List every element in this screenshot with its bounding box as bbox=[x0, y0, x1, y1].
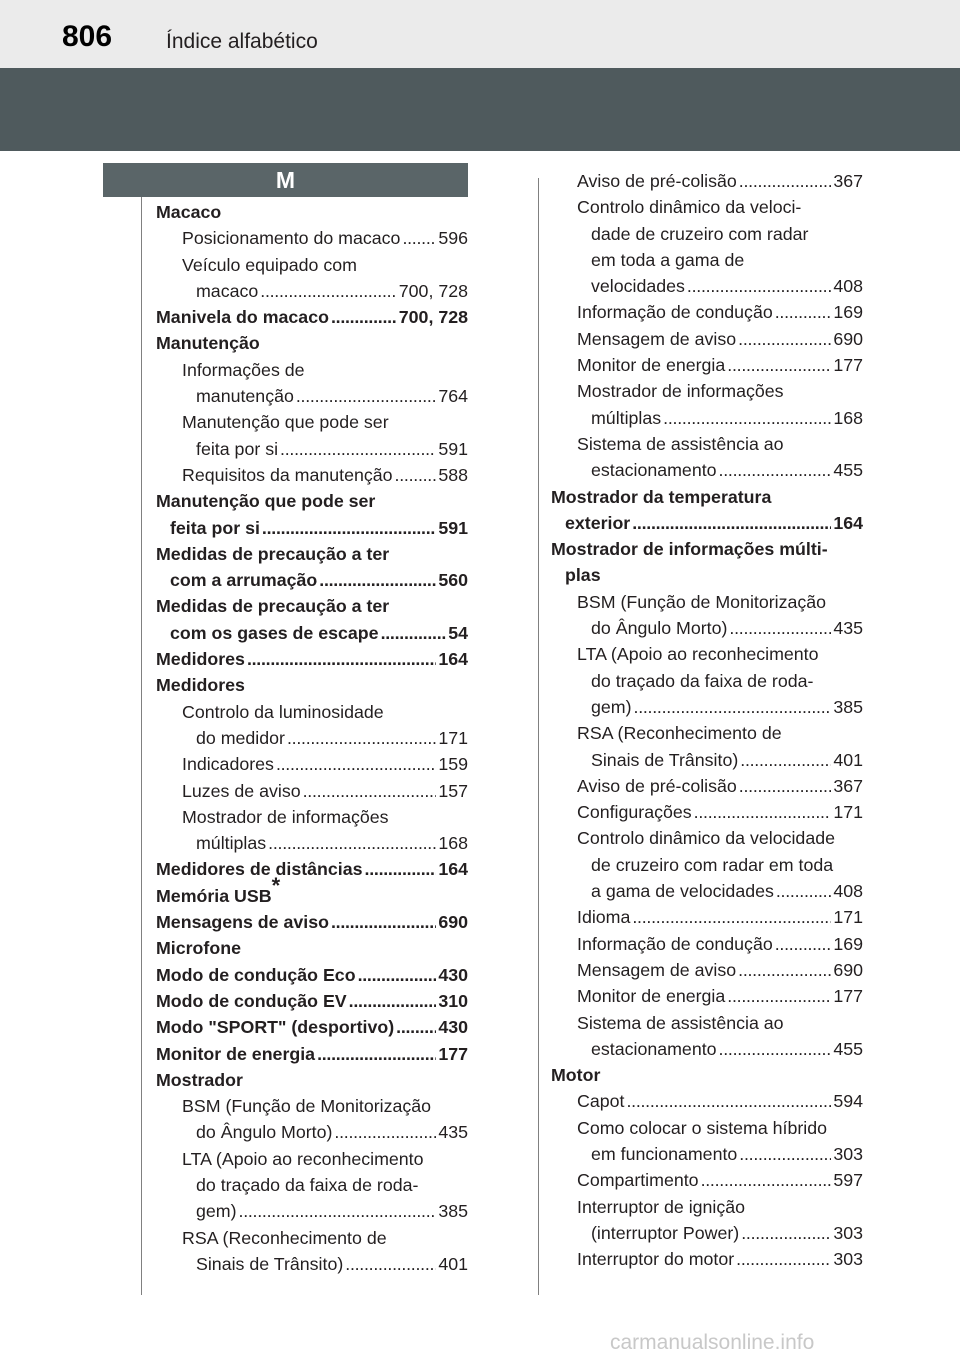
index-entry-term: do traçado da faixa de roda- bbox=[196, 1174, 419, 1195]
index-entry bbox=[156, 699, 468, 725]
dot-leader bbox=[739, 168, 832, 194]
index-entry-term: Interruptor de ignição bbox=[577, 1196, 746, 1217]
index-entry-term: do medidor bbox=[196, 727, 285, 748]
dot-leader bbox=[358, 962, 437, 988]
index-entry-page: 177 bbox=[833, 355, 863, 376]
index-entry bbox=[551, 431, 863, 457]
index-entry-term: RSA (Reconhecimento de bbox=[182, 1227, 387, 1248]
index-entry-term: Medidores bbox=[156, 675, 245, 696]
index-entry-page: 367 bbox=[833, 171, 863, 191]
index-entry bbox=[551, 194, 863, 220]
index-entry-term: múltiplas bbox=[591, 407, 662, 428]
index-entry bbox=[156, 778, 468, 804]
index-entry-page: 171 bbox=[833, 907, 863, 928]
index-entry bbox=[156, 436, 468, 462]
index-entry bbox=[551, 221, 863, 247]
index-entry-page: 401 bbox=[438, 1253, 468, 1274]
index-entry bbox=[551, 878, 863, 904]
index-entry-term: estacionamento bbox=[591, 1038, 717, 1059]
index-entry-page: 303 bbox=[833, 1249, 863, 1270]
footnote-asterisk: * bbox=[271, 872, 281, 898]
index-entry bbox=[551, 1194, 863, 1220]
dot-leader bbox=[727, 352, 831, 378]
dot-leader bbox=[381, 620, 447, 646]
dot-leader bbox=[396, 1014, 436, 1040]
index-entry-page: 168 bbox=[438, 833, 468, 854]
index-entry bbox=[156, 872, 468, 909]
index-entry-page: 303 bbox=[833, 1222, 863, 1243]
index-entry-term: LTA (Apoio ao reconhecimento bbox=[577, 644, 819, 665]
dot-leader bbox=[303, 778, 437, 804]
index-entry bbox=[156, 1146, 468, 1172]
index-entry-term: Mensagem de aviso bbox=[577, 959, 737, 980]
index-entry-page: 591 bbox=[438, 517, 468, 538]
index-entry bbox=[551, 589, 863, 615]
index-entry-term: Posicionamento do macaco bbox=[182, 228, 401, 249]
index-entry-term: Monitor de energia bbox=[577, 986, 726, 1007]
index-entry-term: Mostrador bbox=[156, 1069, 243, 1090]
index-entry-page: 164 bbox=[833, 512, 863, 533]
index-entry-term: feita por si bbox=[196, 438, 279, 459]
index-entry-page: 430 bbox=[438, 1017, 468, 1038]
index-entry-page: 171 bbox=[833, 802, 863, 823]
index-entry-term: Medidores de distâncias bbox=[156, 859, 363, 880]
index-entry bbox=[551, 720, 863, 746]
index-entry-term: feita por si bbox=[170, 517, 260, 538]
index-entry bbox=[551, 1036, 863, 1062]
index-entry-term: Informação de condução bbox=[577, 933, 773, 954]
index-entry bbox=[551, 694, 863, 720]
index-entry-term: a gama de velocidades bbox=[591, 881, 774, 902]
index-entry-page: 455 bbox=[833, 1038, 863, 1059]
index-entry bbox=[551, 352, 863, 378]
index-entry-page: 700, 728 bbox=[398, 307, 468, 328]
index-entry bbox=[156, 1198, 468, 1224]
index-entry bbox=[551, 904, 863, 930]
index-entry-term: Medidas de precaução a ter bbox=[156, 596, 390, 617]
index-entry bbox=[156, 1093, 468, 1119]
dot-leader bbox=[247, 646, 436, 672]
index-entry bbox=[156, 199, 468, 225]
index-entry-term: Monitor de energia bbox=[577, 355, 726, 376]
index-entry bbox=[551, 168, 863, 194]
dot-leader bbox=[276, 751, 436, 777]
index-entry bbox=[551, 1220, 863, 1246]
index-entry bbox=[156, 488, 468, 514]
index-entry-page: 54 bbox=[448, 622, 468, 643]
index-entry-term: gem) bbox=[591, 696, 632, 717]
index-entry-term: Mostrador da temperatura bbox=[551, 486, 772, 507]
dot-leader bbox=[402, 225, 436, 251]
dot-leader bbox=[365, 856, 437, 882]
dot-leader bbox=[349, 988, 437, 1014]
index-entry bbox=[551, 852, 863, 878]
index-entry-term: Controlo dinâmico da velocidade bbox=[577, 828, 835, 849]
index-entry-page: 764 bbox=[438, 386, 468, 407]
dot-leader bbox=[317, 1041, 436, 1067]
index-entry-term: Motor bbox=[551, 1065, 601, 1086]
index-entry bbox=[551, 668, 863, 694]
index-entry bbox=[551, 825, 863, 851]
index-entry-term: Informação de condução bbox=[577, 302, 773, 323]
index-entry bbox=[551, 799, 863, 825]
index-entry-page: 401 bbox=[833, 749, 863, 770]
index-entry bbox=[156, 541, 468, 567]
index-entry bbox=[551, 457, 863, 483]
index-entry-page: 168 bbox=[833, 407, 863, 428]
index-entry bbox=[156, 567, 468, 593]
index-entry-page: 157 bbox=[438, 780, 468, 801]
index-entry-term: manutenção bbox=[196, 386, 294, 407]
index-entry bbox=[156, 856, 468, 882]
index-entry bbox=[551, 378, 863, 404]
index-entry bbox=[156, 409, 468, 435]
index-entry-term: com os gases de escape bbox=[170, 622, 379, 643]
index-entry-page: 169 bbox=[833, 933, 863, 954]
dot-leader bbox=[694, 799, 832, 825]
index-entry-page: 430 bbox=[438, 964, 468, 985]
index-entry-page: 385 bbox=[833, 696, 863, 717]
index-entry-term: Microfone bbox=[156, 938, 241, 959]
index-entry-page: 700, 728 bbox=[398, 280, 468, 301]
index-entry bbox=[156, 357, 468, 383]
index-entry-term: Memória USB bbox=[156, 885, 272, 906]
index-entry-page: 435 bbox=[438, 1122, 468, 1143]
index-entry-term: Aviso de pré-colisão bbox=[577, 775, 737, 796]
index-entry-term: de cruzeiro com radar em toda bbox=[591, 854, 834, 875]
index-entry-term: múltiplas bbox=[196, 833, 267, 854]
index-entry bbox=[156, 1172, 468, 1198]
index-entry bbox=[156, 383, 468, 409]
index-entry-term: plas bbox=[565, 565, 601, 586]
index-entry-term: Idioma bbox=[577, 907, 631, 928]
index-entry bbox=[156, 330, 468, 356]
index-entry-page: 177 bbox=[833, 986, 863, 1007]
index-entry-page: 408 bbox=[833, 881, 863, 902]
index-entry bbox=[156, 725, 468, 751]
index-entry-page: 177 bbox=[438, 1043, 468, 1064]
dot-leader bbox=[738, 957, 831, 983]
index-entry-page: 591 bbox=[438, 438, 468, 459]
index-entry-term: Sistema de assistência ao bbox=[577, 1012, 784, 1033]
index-entry bbox=[551, 1010, 863, 1036]
index-entry bbox=[551, 773, 863, 799]
index-entry-page: 169 bbox=[833, 302, 863, 323]
index-entry-term: Como colocar o sistema híbrido bbox=[577, 1117, 828, 1138]
dot-leader bbox=[740, 747, 831, 773]
index-entry-term: LTA (Apoio ao reconhecimento bbox=[182, 1148, 424, 1169]
index-entry bbox=[551, 1115, 863, 1141]
index-entry bbox=[551, 247, 863, 273]
dot-leader bbox=[729, 615, 831, 641]
dot-leader bbox=[331, 909, 436, 935]
dot-leader bbox=[736, 1246, 831, 1272]
watermark: carmanualsonline.info bbox=[610, 1331, 815, 1354]
index-entry-term: Controlo da luminosidade bbox=[182, 701, 384, 722]
index-entry-page: 310 bbox=[438, 990, 468, 1011]
index-entry-page: 455 bbox=[833, 460, 863, 481]
index-entry-page: 408 bbox=[833, 276, 863, 297]
index-entry-term: Compartimento bbox=[577, 1170, 699, 1191]
index-entry-term: gem) bbox=[196, 1201, 237, 1222]
dot-leader bbox=[280, 436, 436, 462]
index-entry bbox=[156, 646, 468, 672]
index-entry-term: Interruptor do motor bbox=[577, 1249, 735, 1270]
index-entry-term: Manivela do macaco bbox=[156, 307, 329, 328]
header-band bbox=[0, 68, 960, 151]
index-entry-term: com a arrumação bbox=[170, 570, 318, 591]
index-entry-term: exterior bbox=[565, 512, 631, 533]
index-entry-page: 159 bbox=[438, 754, 468, 775]
index-entry-term: Luzes de aviso bbox=[182, 780, 301, 801]
right-column-rule bbox=[538, 178, 539, 1295]
index-entry bbox=[551, 484, 863, 510]
dot-leader bbox=[296, 383, 436, 409]
index-entry bbox=[551, 562, 863, 588]
index-entry bbox=[551, 983, 863, 1009]
index-entry bbox=[156, 225, 468, 251]
index-entry-term: Capot bbox=[577, 1091, 625, 1112]
index-entry bbox=[156, 935, 468, 961]
index-entry-term: do Ângulo Morto) bbox=[591, 618, 728, 639]
index-entry-page: 435 bbox=[833, 618, 863, 639]
index-entry-term: Mensagens de aviso bbox=[156, 912, 329, 933]
index-entry-page: 171 bbox=[438, 727, 468, 748]
index-column-left bbox=[156, 199, 468, 1277]
page-header bbox=[0, 0, 960, 68]
index-entry-page: 588 bbox=[438, 464, 468, 485]
index-entry-term: Aviso de pré-colisão bbox=[577, 171, 737, 191]
index-column-right bbox=[551, 168, 863, 1272]
index-entry bbox=[551, 1167, 863, 1193]
dot-leader bbox=[334, 1119, 436, 1145]
dot-leader bbox=[345, 1251, 436, 1277]
index-entry-term: velocidades bbox=[591, 276, 685, 297]
index-entry-term: Informações de bbox=[182, 359, 305, 380]
dot-leader bbox=[701, 1167, 832, 1193]
dot-leader bbox=[262, 515, 436, 541]
index-entry-term: BSM (Função de Monitorização bbox=[577, 591, 827, 612]
index-entry-term: Mostrador de informações bbox=[182, 806, 389, 827]
index-entry-term: Mostrador de informações bbox=[577, 381, 784, 402]
index-entry bbox=[156, 515, 468, 541]
index-entry-page: 596 bbox=[438, 228, 468, 249]
index-entry-term: Controlo dinâmico da veloci- bbox=[577, 197, 802, 218]
index-entry bbox=[551, 405, 863, 431]
index-entry bbox=[551, 299, 863, 325]
index-entry bbox=[551, 615, 863, 641]
index-entry-page: 690 bbox=[833, 959, 863, 980]
index-entry-page: 560 bbox=[438, 570, 468, 591]
index-entry-term: Manutenção bbox=[156, 333, 260, 354]
index-entry bbox=[156, 672, 468, 698]
index-entry-term: (interruptor Power) bbox=[591, 1222, 740, 1243]
dot-leader bbox=[632, 510, 831, 536]
dot-leader bbox=[776, 878, 831, 904]
index-entry-term: macaco bbox=[196, 280, 259, 301]
index-entry-page: 594 bbox=[833, 1091, 863, 1112]
dot-leader bbox=[632, 904, 831, 930]
index-entry-term: Veículo equipado com bbox=[182, 254, 357, 275]
index-entry bbox=[551, 1088, 863, 1114]
index-entry bbox=[156, 252, 468, 278]
index-entry-term: Sistema de assistência ao bbox=[577, 433, 784, 454]
index-entry-term: Modo de condução Eco bbox=[156, 964, 356, 985]
index-entry bbox=[156, 278, 468, 304]
index-entry bbox=[551, 536, 863, 562]
dot-leader bbox=[687, 273, 831, 299]
left-column-rule bbox=[141, 197, 142, 1295]
index-entry-term: Mostrador de informações múlti- bbox=[551, 539, 828, 560]
index-entry bbox=[551, 1141, 863, 1167]
index-entry bbox=[551, 1062, 863, 1088]
index-entry-term: Sinais de Trânsito) bbox=[591, 749, 739, 770]
index-entry bbox=[551, 1246, 863, 1272]
index-entry bbox=[551, 326, 863, 352]
index-entry bbox=[551, 957, 863, 983]
index-entry bbox=[156, 593, 468, 619]
index-entry bbox=[551, 931, 863, 957]
index-entry bbox=[551, 273, 863, 299]
dot-leader bbox=[268, 830, 436, 856]
index-entry-term: dade de cruzeiro com radar bbox=[591, 223, 809, 244]
index-entry-term: Indicadores bbox=[182, 754, 274, 775]
index-entry-term: Medidores bbox=[156, 649, 245, 670]
index-entry-term: em funcionamento bbox=[591, 1143, 738, 1164]
index-entry-page: 690 bbox=[438, 912, 468, 933]
index-entry-term: do traçado da faixa de roda- bbox=[591, 670, 814, 691]
index-entry-term: Modo de condução EV bbox=[156, 990, 347, 1011]
index-entry-term: RSA (Reconhecimento de bbox=[577, 723, 782, 744]
section-letter-bar: M bbox=[103, 163, 468, 197]
dot-leader bbox=[727, 983, 831, 1009]
dot-leader bbox=[663, 405, 831, 431]
index-entry bbox=[156, 962, 468, 988]
index-entry-term: Monitor de energia bbox=[156, 1043, 316, 1064]
index-entry bbox=[156, 1225, 468, 1251]
index-entry-term: do Ângulo Morto) bbox=[196, 1122, 333, 1143]
dot-leader bbox=[775, 931, 832, 957]
index-entry bbox=[551, 747, 863, 773]
index-entry-term: Manutenção que pode ser bbox=[156, 491, 376, 512]
dot-leader bbox=[719, 457, 832, 483]
index-entry-page: 597 bbox=[833, 1170, 863, 1191]
index-entry bbox=[156, 751, 468, 777]
index-entry bbox=[156, 1251, 468, 1277]
index-entry-term: Macaco bbox=[156, 202, 222, 222]
index-entry bbox=[156, 1014, 468, 1040]
dot-leader bbox=[395, 462, 437, 488]
index-entry-term: Configurações bbox=[577, 802, 692, 823]
index-entry bbox=[156, 909, 468, 935]
index-entry-page: 303 bbox=[833, 1143, 863, 1164]
dot-leader bbox=[260, 278, 397, 304]
index-entry bbox=[156, 620, 468, 646]
index-entry-term: Modo "SPORT" (desportivo) bbox=[156, 1017, 395, 1038]
dot-leader bbox=[319, 567, 436, 593]
index-entry-term: Requisitos da manutenção bbox=[182, 464, 393, 485]
index-entry bbox=[156, 1041, 468, 1067]
index-entry bbox=[156, 1119, 468, 1145]
index-entry bbox=[551, 510, 863, 536]
index-entry bbox=[551, 641, 863, 667]
index-entry-term: em toda a gama de bbox=[591, 249, 745, 270]
dot-leader bbox=[775, 299, 832, 325]
index-entry bbox=[156, 1067, 468, 1093]
dot-leader bbox=[739, 773, 832, 799]
dot-leader bbox=[719, 1036, 832, 1062]
dot-leader bbox=[634, 694, 832, 720]
dot-leader bbox=[239, 1198, 437, 1224]
page-title: Índice alfabético bbox=[166, 30, 318, 53]
index-entry-page: 385 bbox=[438, 1201, 468, 1222]
dot-leader bbox=[738, 326, 831, 352]
index-entry bbox=[156, 804, 468, 830]
index-entry-term: BSM (Função de Monitorização bbox=[182, 1096, 432, 1117]
dot-leader bbox=[741, 1220, 831, 1246]
index-entry-term: Medidas de precaução a ter bbox=[156, 543, 390, 564]
index-entry-page: 690 bbox=[833, 328, 863, 349]
index-entry-page: 367 bbox=[833, 775, 863, 796]
dot-leader bbox=[739, 1141, 831, 1167]
dot-leader bbox=[626, 1088, 831, 1114]
index-entry bbox=[156, 462, 468, 488]
index-entry bbox=[156, 988, 468, 1014]
index-entry-term: Sinais de Trânsito) bbox=[196, 1253, 344, 1274]
index-entry-page: 164 bbox=[438, 649, 468, 670]
dot-leader bbox=[331, 304, 397, 330]
index-entry-term: estacionamento bbox=[591, 460, 717, 481]
index-entry bbox=[156, 830, 468, 856]
dot-leader bbox=[287, 725, 436, 751]
index-entry-term: Manutenção que pode ser bbox=[182, 412, 389, 433]
index-entry-page: 164 bbox=[438, 859, 468, 880]
page-number: 806 bbox=[62, 20, 113, 53]
index-entry bbox=[156, 304, 468, 330]
index-entry-term: Mensagem de aviso bbox=[577, 328, 737, 349]
